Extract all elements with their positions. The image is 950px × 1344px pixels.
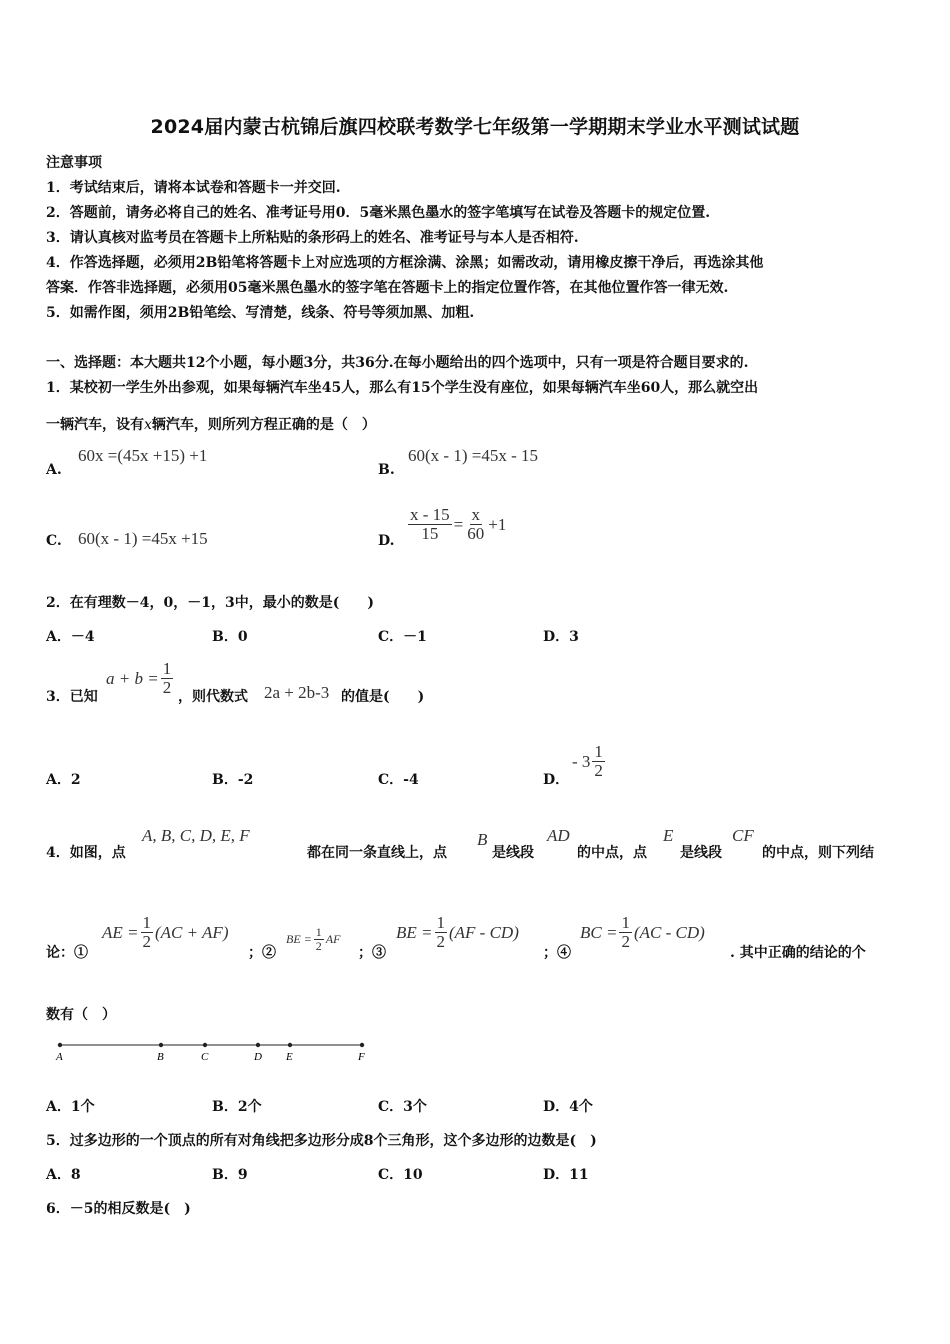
q1-option-a: 60x =(45x +15) +1 [78, 446, 208, 465]
point-d-label: D [254, 1051, 262, 1063]
q5-option-c: C．10 [378, 1167, 423, 1183]
q4-sep-4: ；④ [543, 945, 571, 961]
q4-option-a: A．1个 [46, 1099, 95, 1115]
point-f-label: F [358, 1051, 365, 1063]
notice-item: 1．考试结束后，请将本试卷和答题卡一并交回. [46, 180, 341, 196]
q3-mid: ，则代数式 [178, 689, 248, 705]
q4-point-e: E [663, 826, 674, 845]
q2-option-d: D．3 [543, 629, 579, 645]
point-b-dot [159, 1043, 163, 1047]
q1-option-d: $\frac{x - 15}{15}$ = $\frac{x}{60}$ +1 [410, 505, 507, 543]
point-a-label: A [56, 1051, 63, 1063]
q4-segment-cf: CF [732, 826, 754, 845]
point-c-dot [203, 1043, 207, 1047]
q1-option-c: 60(x - 1) =45x +15 [78, 529, 208, 548]
q4-stem-part5: 是线段 [680, 845, 722, 861]
q4-stem-part4: 的中点，点 [577, 845, 647, 861]
q5-option-b: B．9 [212, 1167, 248, 1183]
notice-heading: 注意事项 [46, 155, 102, 171]
q3-expression: 2a + 2b-3 [264, 683, 330, 702]
q1-stem-line1: 1．某校初一学生外出参观，如果每辆汽车坐45人，那么有15个学生没有座位，如果每辆汽车坐60人，那么就空出 [46, 380, 759, 396]
section-heading: 一、选择题：本大题共12个小题，每小题3分，共36分.在每小题给出的四个选项中，只有一项是符合题目要求的. [46, 355, 749, 371]
q4-points: A, B, C, D, E, F [142, 826, 250, 845]
q4-option-d: D．4个 [543, 1099, 593, 1115]
q4-point-b: B [477, 830, 488, 849]
q3-prefix: 3．已知 [46, 689, 98, 705]
q1-stem-line2: 一辆汽车，设有x辆汽车，则所列方程正确的是（ ） [46, 417, 376, 433]
q4-stem-part3: 是线段 [492, 845, 534, 861]
q4-line2-end: . 其中正确的结论的个 [730, 945, 866, 961]
q5-option-d: D．11 [543, 1167, 589, 1183]
point-f-dot [360, 1043, 364, 1047]
q4-line3: 数有（ ） [46, 1007, 116, 1023]
point-a-dot [58, 1043, 62, 1047]
q4-stem-part6: 的中点，则下列结 [762, 845, 874, 861]
q3-option-d-label: D． [543, 772, 570, 788]
q1-option-a-label: A. [46, 462, 62, 478]
q4-statement-1: AE = $\frac{1}{2}$ (AC + AF) [102, 913, 229, 951]
point-b-label: B [157, 1051, 164, 1063]
notice-item: 3．请认真核对监考员在答题卡上所粘贴的条形码上的姓名、准考证号与本人是否相符. [46, 230, 579, 246]
point-d-dot [256, 1043, 260, 1047]
point-e-dot [288, 1043, 292, 1047]
q1-option-b: 60(x - 1) =45x - 15 [408, 446, 538, 465]
q1-option-b-label: B. [378, 462, 395, 478]
q3-option-b: B．-2 [212, 772, 254, 788]
q4-sep-3: ；③ [358, 945, 386, 961]
notice-item: 5．如需作图，须用2B铅笔绘、写清楚，线条、符号等须加黑、加粗. [46, 305, 475, 321]
q2-stem: 2．在有理数－4，0，－1，3中，最小的数是( ) [46, 595, 374, 611]
q4-statement-2: BE = $\frac{1}{2}$ AF [286, 925, 341, 953]
q3-suffix: 的值是( ) [341, 689, 425, 705]
q4-statement-3: BE = $\frac{1}{2}$ (AF - CD) [396, 913, 519, 951]
q3-option-d: - 3 $\frac{1}{2}$ [572, 742, 603, 780]
q4-number-line-figure [46, 1036, 376, 1066]
q4-line2-start: 论：① [46, 945, 88, 961]
point-c-label: C [201, 1051, 209, 1063]
q2-option-b: B．0 [212, 629, 248, 645]
q4-stem-part2: 都在同一条直线上，点 [307, 845, 447, 861]
page-title: 2024届内蒙古杭锦后旗四校联考数学七年级第一学期期末学业水平测试试题 [150, 116, 800, 138]
q5-option-a: A．8 [46, 1167, 81, 1183]
q2-option-a: A．－4 [46, 629, 95, 645]
q6-stem: 6．－5的相反数是( ) [46, 1201, 191, 1217]
point-e-label: E [286, 1051, 293, 1063]
notice-item: 2．答题前，请务必将自己的姓名、准考证号用0．5毫米黑色墨水的签字笔填写在试卷及答题卡的规定位置. [46, 205, 711, 221]
q4-sep-2: ；② [248, 945, 276, 961]
q4-statement-4: BC = $\frac{1}{2}$ (AC - CD) [580, 913, 705, 951]
q5-stem: 5．过多边形的一个顶点的所有对角线把多边形分成8个三角形，这个多边形的边数是( ) [46, 1133, 597, 1149]
q3-condition: a + b = $\frac{1}{2}$ [106, 659, 172, 697]
q4-stem-start: 4．如图，点 [46, 845, 126, 861]
q2-option-c: C．－1 [378, 629, 427, 645]
q3-option-a: A．2 [46, 772, 81, 788]
q4-segment-ad: AD [547, 826, 570, 845]
q1-option-d-label: D. [378, 533, 395, 549]
notice-item: 答案．作答非选择题，必须用05毫米黑色墨水的签字笔在答题卡上的指定位置作答，在其他位置作答一律无效. [46, 280, 729, 296]
q3-option-c: C．-4 [378, 772, 419, 788]
q4-option-c: C．3个 [378, 1099, 427, 1115]
q4-option-b: B．2个 [212, 1099, 262, 1115]
notice-item: 4．作答选择题，必须用2B铅笔将答题卡上对应选项的方框涂满、涂黑；如需改动，请用橡皮擦干净后，再选涂其他 [46, 255, 764, 271]
q1-option-c-label: C. [46, 533, 62, 549]
